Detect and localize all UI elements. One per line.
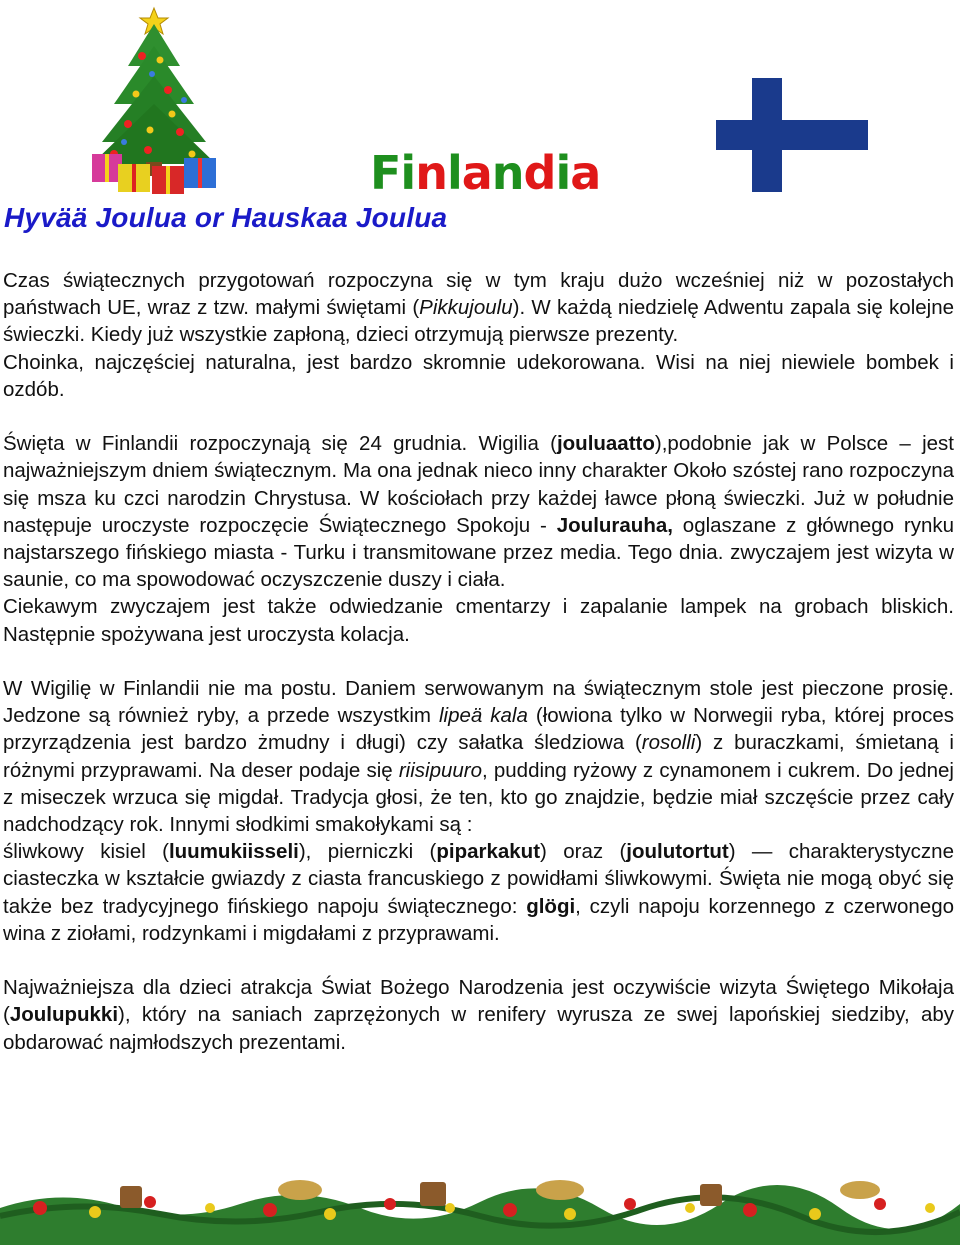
christmas-garland-border	[0, 1168, 960, 1245]
finland-flag-image	[716, 78, 868, 192]
paragraph-cemetery: Ciekawym zwyczajem jest także odwiedzanie cmentarzy i zapalanie lampek na grobach bliskich. Następnie spożywana jest uroczysta kolacja.	[3, 595, 954, 646]
paragraph-advent: Czas świątecznych przygotowań rozpoczyna się w tym kraju dużo wcześniej niż w pozostałych państwach UE, wraz z tzw. małymi świętami (Pikkujoulu). W każdą niedzielę Adwentu zapala się kolejne świeczki. Kiedy już wszystkie zapłoną, dzieci otrzymują pierwsze prezenty.	[3, 269, 955, 347]
paragraph-christmas-eve: Święta w Finlandii rozpoczynają się 24 grudnia. Wigilia (jouluaatto),podobnie jak w Polsce – jest najważniejszym dniem świątecznym. Ma ona jednak nieco inny charakter Około szóstej rano rozpoczyna się msza ku czci narodzin Chrystusa. W kościołach przy każdej ławce płoną świeczki. Już w południe następuje uroczyste rozpoczęcie Świątecznego Spokoju - Joulurauha, oglaszane z głównego rynku najstarszego fińskiego miasta - Turku i transmitowane przez media. Tego dnia. zwyczajem jest wizyta w saunie, co ma spowodować oczyszczenie duszy i ciała.	[3, 432, 954, 592]
country-title: Finlandia	[370, 146, 601, 200]
paragraph-dishes: W Wigilię w Finlandii nie ma postu. Daniem serwowanym na świątecznym stole jest pieczone prosię. Jedzone są również ryby, a przede wszystkim lipeä kala (łowiona tylko w Norwegii ryba, której proces przyrządzenia jest bardzo żmudny i długi) czy sałatka śledziowa (rosolli) z buraczkami, śmietaną i różnymi przyprawami. Na deser podaje się riisipuuro, pudding ryżowy z cynamonem i cukrem. Do jednej z miseczek wrzuca się migdał. Tradycja głosi, że ten, kto go znajdzie, będzie miał szczęście przez cały nadchodzący rok. Innymi słodkimi smakołykami są :	[3, 677, 954, 837]
christmas-greeting-heading: Hyvää Joulua or Hauskaa Joulua	[4, 202, 448, 233]
paragraph-sweets: śliwkowy kisiel (luumukiisseli), pierniczki (piparkakut) oraz (joulutortut) — charakterystyczne ciasteczka w kształcie gwiazdy z ciasta francuskiego z powidłami śliwkowymi. Święta nie mogą obyć się także bez tradycyjnego fińskiego napoju świątecznego: glögi, czyli napoju korzennego z czerwonego wina z ziołami, rodzynkami i migdałami z przyprawami.	[3, 840, 954, 945]
paragraph-christmas-tree: Choinka, najczęściej naturalna, jest bardzo skromnie udekorowana. Wisi na niej niewiele bombek i ozdób.	[3, 350, 954, 401]
christmas-tree-image	[88, 4, 220, 196]
paragraph-joulupukki: Najważniejsza dla dzieci atrakcja Świat Bożego Narodzenia jest oczywiście wizyta Świętego Mikołaja (Joulupukki), który na saniach zaprzężonych w renifery wyrusza ze swej lapońskiej siedziby, aby obdarować najmłodszych prezentami.	[3, 976, 954, 1054]
article-body	[3, 267, 954, 1056]
